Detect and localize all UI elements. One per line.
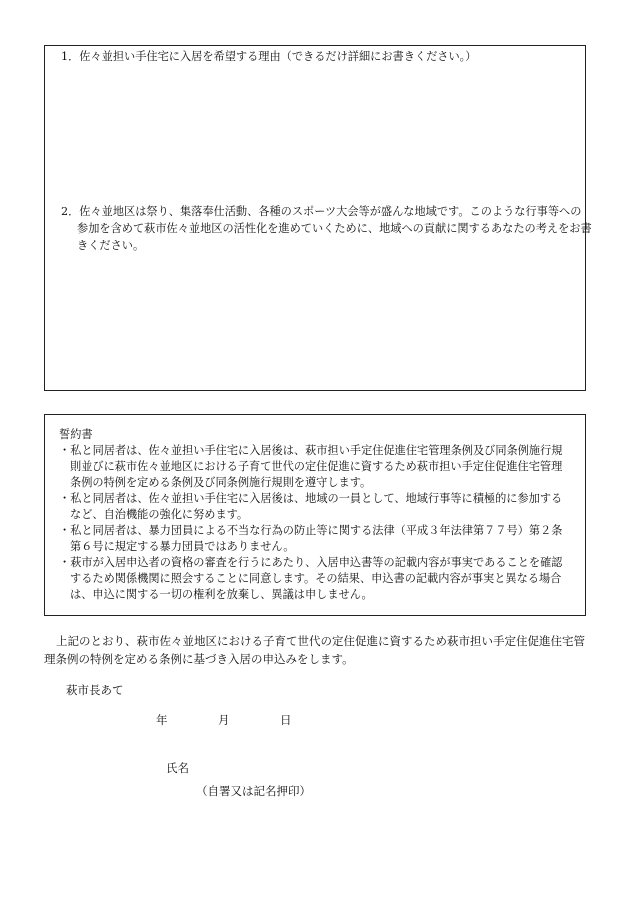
pledge-item: ・萩市が入居申込者の資格の審査を行うにあたり、入居申込書等の記載内容が事実であることを確認するため関係機関に照会することに同意します。その結果、申込書の記載内容が事実と異なる場合は、申込に関する一切の権利を放棄し、異議は申しません。 [59, 556, 563, 601]
pledge-title: 誓約書 [59, 428, 93, 441]
pledge-box [44, 414, 586, 616]
question-2: 2．佐々並地区は祭り、集落奉仕活動、各種のスポーツ大会等が盛んな地域です。このような行事等への参加を含めて萩市佐々並地区の活性化を進めていくために、地域への貢献に関するあなたの考えをお書きください。 [61, 205, 592, 252]
date-day-label: 日 [280, 713, 292, 727]
signature-note: （自署又は記名押印） [196, 784, 311, 798]
questions-box [44, 45, 592, 391]
name-label: 氏名 [166, 761, 189, 775]
date-month-label: 月 [218, 713, 230, 727]
date-year-label: 年 [156, 713, 168, 727]
closing-statement: 上記のとおり、萩市佐々並地区における子育て世代の定住促進に資するため萩市担い手定住促進住宅管理条例の特例を定める条例に基づき入居の申込みをします。 [44, 634, 585, 666]
question-1: 1．佐々並担い手住宅に入居を希望する理由（できるだけ詳細にお書きください。） [61, 50, 477, 63]
pledge-item: ・私と同居者は、佐々並担い手住宅に入居後は、地域の一員として、地域行事等に積極的に参加するなど、自治機能の強化に努めます。 [59, 492, 563, 521]
pledge-list [59, 443, 573, 603]
pledge-item: ・私と同居者は、佐々並担い手住宅に入居後は、萩市担い手定住促進住宅管理条例及び同条例施行規則並びに萩市佐々並地区における子育て世代の定住促進に資するため萩市担い手定住促進住宅管理条例の特例を定める条例及び同条例施行規則を遵守します。 [59, 444, 563, 489]
pledge-item: ・私と同居者は、暴力団員による不当な行為の防止等に関する法律（平成３年法律第７７号）第２条第６号に規定する暴力団員ではありません。 [59, 524, 563, 553]
addressee: 萩市長あて [66, 683, 124, 697]
